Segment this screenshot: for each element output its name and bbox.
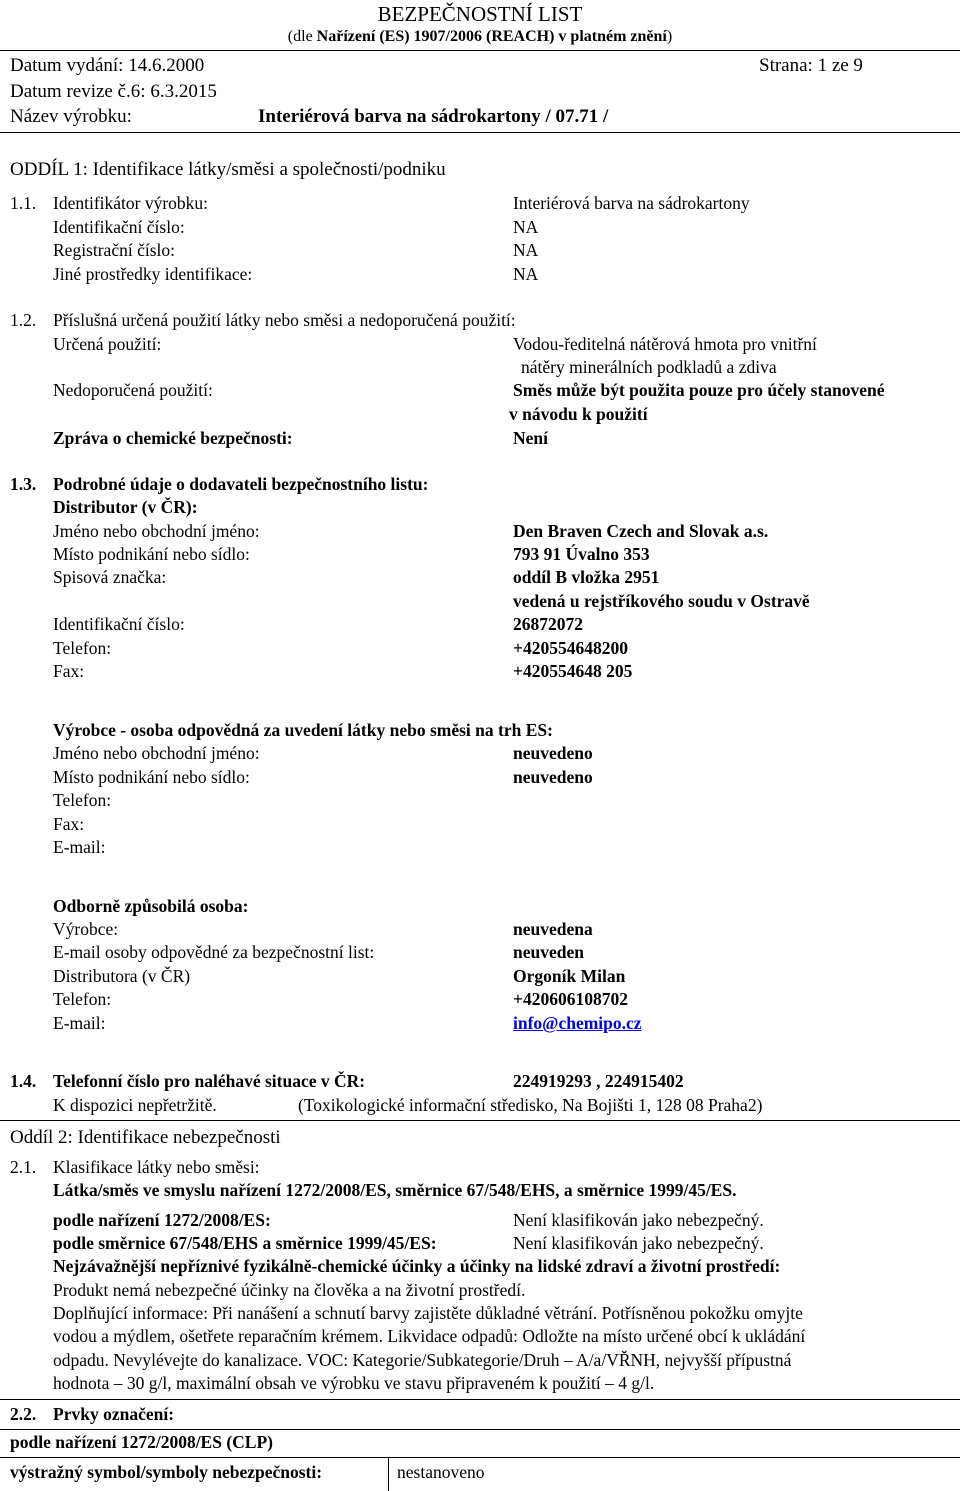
subsection-number: 1.1. [10, 193, 37, 213]
clp-divider [0, 1429, 960, 1430]
manufacturer-fax-label: Fax: [53, 814, 85, 834]
competent-phone-value: +420606108702 [513, 989, 628, 1009]
distributor-name-label: Jméno nebo obchodní jméno: [53, 521, 260, 541]
other-identification-value: NA [513, 264, 539, 284]
not-recommended-value-2: v návodu k použití [509, 404, 648, 424]
issue-date: Datum vydání: 14.6.2000 [10, 55, 205, 76]
identification-number-value: NA [513, 217, 539, 237]
safety-report-value: Není [513, 428, 548, 448]
distributor-address-label: Místo podnikání nebo sídlo: [53, 544, 250, 564]
directive-label: podle směrnice 67/548/EHS a směrnice 1999/45/ES: [53, 1233, 437, 1253]
clp-regulation-label: podle nařízení 1272/2008/ES: [53, 1210, 271, 1230]
classification-title: Klasifikace látky nebo směsi: [53, 1157, 260, 1177]
subsection-number: 1.2. [10, 310, 37, 330]
file-number-court: vedená u rejstříkového soudu v Ostravě [513, 591, 810, 611]
symbol-table-top [0, 1457, 960, 1458]
competent-person-title: Odborně způsobilá osoba: [53, 896, 249, 916]
subsection-number: 2.1. [10, 1157, 37, 1177]
competent-email-label: E-mail: [53, 1013, 106, 1033]
section-2-title: Oddíl 2: Identifikace nebezpečnosti [10, 1127, 281, 1148]
other-identification-label: Jiné prostředky identifikace: [53, 264, 253, 284]
manufacturer-address-label: Místo podnikání nebo sídlo: [53, 767, 250, 787]
subsection-number: 1.4. [10, 1071, 37, 1091]
document-title: BEZPEČNOSTNÍ LIST [377, 2, 583, 26]
hazard-symbol-value: nestanoveno [397, 1462, 485, 1482]
competent-distributor-label: Distributora (v ČR) [53, 966, 191, 986]
subtitle-prefix: (dle [287, 28, 317, 45]
file-number-value: oddíl B vložka 2951 [513, 567, 660, 587]
subtitle-regulation: Nařízení (ES) 1907/2006 (REACH) v platném znění [316, 28, 667, 45]
manufacturer-name-value: neuvedeno [513, 743, 593, 763]
manufacturer-address-value: neuvedeno [513, 767, 593, 787]
hazard-symbol-label: výstražný symbol/symboly nebezpečnosti: [10, 1462, 323, 1482]
competent-email-responsible-value: neuveden [513, 942, 584, 962]
distributor-phone-value: +420554648200 [513, 638, 628, 658]
not-recommended-value-1: Směs může být použita pouze pro účely stanovené [513, 380, 885, 400]
manufacturer-title: Výrobce - osoba odpovědná za uvedení látky nebo směsi na trh ES: [53, 720, 553, 740]
additional-info-line-2: vodou a mýdlem, ošetřete reparačním krémem. Likvidace odpadů: Odložte na místo určené obcí k ukládání [53, 1326, 806, 1346]
product-name: Interiérová barva na sádrokartony / 07.71 / [258, 106, 609, 127]
registration-number-label: Registrační číslo: [53, 240, 175, 260]
product-identifier-label: Identifikátor výrobku: [53, 193, 209, 213]
distributor-phone-label: Telefon: [53, 638, 112, 658]
distributor-fax-label: Fax: [53, 661, 85, 681]
distributor-id-value: 26872072 [513, 614, 583, 634]
competent-phone-label: Telefon: [53, 989, 112, 1009]
intended-use-label: Určená použití: [53, 334, 162, 354]
section-1-title: ODDÍL 1: Identifikace látky/směsi a společnosti/podniku [10, 159, 446, 180]
header-divider-bottom [0, 132, 960, 133]
distributor-address-value: 793 91 Úvalno 353 [513, 544, 650, 564]
manufacturer-phone-label: Telefon: [53, 790, 112, 810]
identification-number-label: Identifikační číslo: [53, 217, 185, 237]
emergency-availability: K dispozici nepřetržitě. [53, 1095, 217, 1115]
subsection-number: 1.3. [10, 474, 37, 494]
additional-info-line-1: Doplňující informace: Při nanášení a schnutí barvy zajistěte důkladné větrání. Potřísněnou pokožku omyjte [53, 1303, 803, 1323]
additional-info-line-4: hodnota – 30 g/l, maximální obsah ve výrobku ve stavu připraveném k použití – 4 g/l. [53, 1373, 655, 1393]
document-subtitle [0, 29, 960, 45]
additional-info-line-3: odpadu. Nevylévejte do kanalizace. VOC: Kategorie/Subkategorie/Druh – A/a/VŘNH, nejvyšší přípustná [53, 1350, 792, 1370]
distributor-name-value: Den Braven Czech and Slovak a.s. [513, 521, 769, 541]
emergency-phone-value: 224919293 , 224915402 [513, 1071, 684, 1091]
subsection-2-2-divider [0, 1399, 960, 1400]
revision-date: Datum revize č.6: 6.3.2015 [10, 81, 217, 102]
intended-use-value-1: Vodou-ředitelná nátěrová hmota pro vnitřní [513, 334, 817, 354]
competent-manufacturer-label: Výrobce: [53, 919, 119, 939]
classification-subtitle: Látka/směs ve smyslu nařízení 1272/2008/ES, směrnice 67/548/EHS, a směrnice 1999/45/ES. [53, 1180, 737, 1200]
registration-number-value: NA [513, 240, 539, 260]
competent-manufacturer-value: neuvedena [513, 919, 593, 939]
emergency-phone-title: Telefonní číslo pro naléhavé situace v ČR: [53, 1071, 366, 1091]
intended-use-value-2: nátěry minerálních podkladů a zdiva [521, 357, 777, 377]
label-elements-title: Prvky označení: [53, 1404, 175, 1424]
competent-email-link[interactable]: info@chemipo.cz [513, 1013, 642, 1033]
uses-title: Příslušná určená použití látky nebo směsi a nedoporučená použití: [53, 310, 516, 330]
page-number: Strana: 1 ze 9 [759, 55, 863, 76]
directive-value: Není klasifikován jako nebezpečný. [513, 1233, 764, 1253]
clp-heading: podle nařízení 1272/2008/ES (CLP) [10, 1432, 273, 1452]
effects-title: Nejzávažnější nepříznivé fyzikálně-chemické účinky a účinky na lidské zdraví a životní prostředí: [53, 1256, 781, 1276]
subtitle-suffix: ) [666, 28, 673, 45]
product-label: Název výrobku: [10, 106, 132, 127]
header-divider-top [0, 50, 960, 51]
toxicology-center: (Toxikologické informační středisko, Na Bojišti 1, 128 08 Praha2) [298, 1095, 763, 1115]
safety-report-label: Zpráva o chemické bezpečnosti: [53, 428, 293, 448]
clp-regulation-value: Není klasifikován jako nebezpečný. [513, 1210, 764, 1230]
competent-distributor-value: Orgoník Milan [513, 966, 626, 986]
supplier-title: Podrobné údaje o dodavateli bezpečnostního listu: [53, 474, 429, 494]
file-number-label: Spisová značka: [53, 567, 167, 587]
distributor-id-label: Identifikační číslo: [53, 614, 185, 634]
section-2-divider [0, 1120, 960, 1121]
distributor-title: Distributor (v ČR): [53, 497, 198, 517]
not-recommended-label: Nedoporučená použití: [53, 380, 213, 400]
distributor-fax-value: +420554648 205 [513, 661, 633, 681]
symbol-table-separator [388, 1457, 389, 1491]
competent-email-responsible-label: E-mail osoby odpovědné za bezpečnostní list: [53, 942, 375, 962]
subsection-number: 2.2. [10, 1404, 37, 1424]
effects-text: Produkt nemá nebezpečné účinky na člověka a na životní prostředí. [53, 1280, 526, 1300]
product-identifier-value: Interiérová barva na sádrokartony [513, 193, 750, 213]
manufacturer-name-label: Jméno nebo obchodní jméno: [53, 743, 260, 763]
manufacturer-email-label: E-mail: [53, 837, 106, 857]
